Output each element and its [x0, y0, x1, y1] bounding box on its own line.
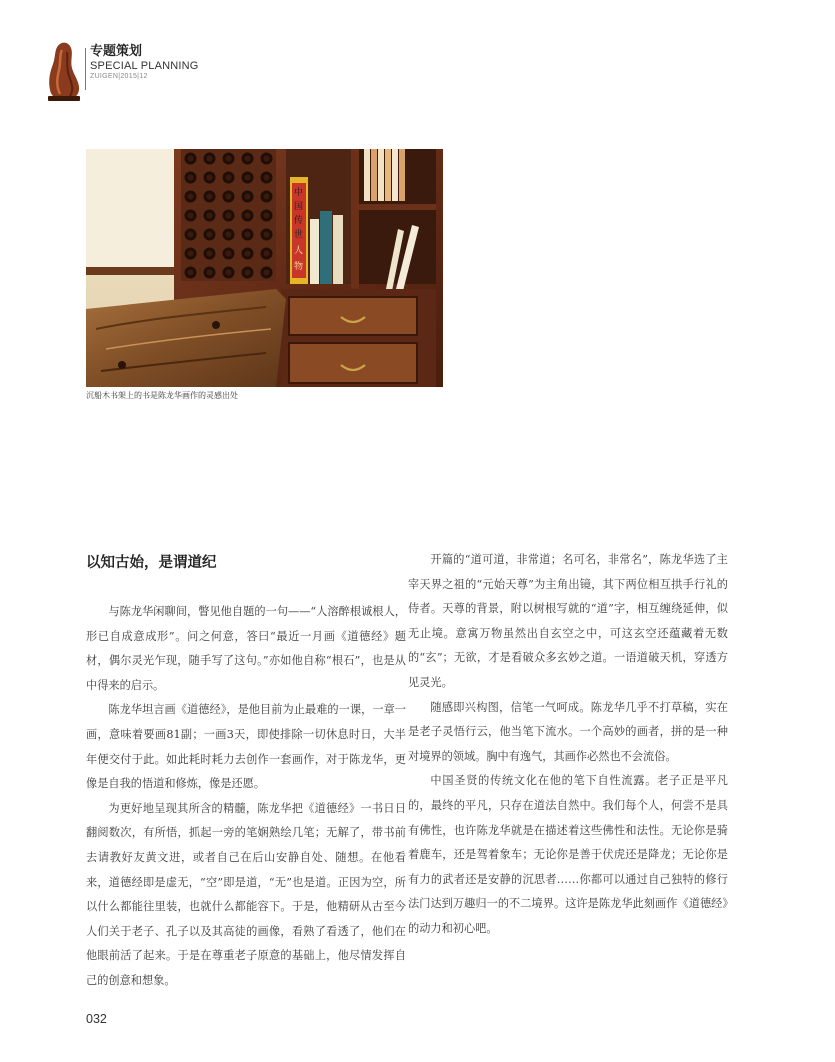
page-number: 032 [86, 1012, 107, 1026]
header-subtitle: ZUIGEN|2015|12 [90, 73, 148, 80]
bookshelf-photo [86, 149, 443, 387]
paragraph: 与陈龙华闲聊间，瞥见他自题的一句——“人溶醉根诚根人，形已自成意成形”。问之何意，答曰“最近一月画《道德经》题材，偶尔灵光乍现，随手写了这句。”亦如他自称“根石”，也是从中得来的启示。 [86, 605, 406, 692]
article-left-column [86, 548, 406, 994]
article-right-column [408, 548, 728, 942]
header-title-cn: 专题策划 [90, 44, 143, 59]
photo-caption: 沉船木书架上的书是陈龙华画作的灵感出处 [86, 391, 238, 400]
paragraph: 开篇的“道可道，非常道；名可名，非常名”，陈龙华选了主宰天界之祖的“元始天尊”为主角出镜，其下两位相互拱手行礼的侍者。天尊的背景，附以树根写就的“道”字，相互缠绕延伸，似无止境。意寓万物虽然出自玄空之中，可这玄空还蕴藏着无数的“玄”；无欲，才是看破众多玄妙之道。一语道破天机，穿透方见灵光。 [408, 553, 728, 689]
header-text [90, 44, 310, 81]
paragraph: 中国圣贤的传统文化在他的笔下自性流露。老子正是平凡的，最终的平凡，只存在道法自然中。我们每个人，何尝不是具有佛性，也许陈龙华就是在描述着这些佛性和法性。无论你是骑着鹿车，还是驾着象车；无论你是善于伏虎还是降龙；无论你是有力的武者还是安静的沉思者……你都可以通过自己独特的修行法门达到万趣归一的不二境界。这许是陈龙华此刻画作《道德经》的动力和初心吧。 [408, 774, 728, 935]
root-sculpture-logo-icon [44, 40, 84, 102]
header-title-en: SPECIAL PLANNING [90, 60, 199, 72]
header-divider [85, 48, 86, 90]
paragraph: 陈龙华坦言画《道德经》，是他目前为止最难的一课，一章一画，意味着要画81副；一画3天，即使排除一切休息时日，大半年便交付于此。如此耗时耗力去创作一套画作，对于陈龙华，更像是自我的悟道和修炼，像是还愿。 [86, 703, 406, 791]
paragraph: 为更好地呈现其所含的精髓，陈龙华把《道德经》一书日日翻阅数次，有所悟，抓起一旁的笔娴熟绘几笔；无解了，带书前去请教好友黄文进，或者自己在后山安静自处、随想。在他看来，道德经即是虚无，“空”即是道，“无”也是道。正因为空，所以什么都能往里装，也就什么都能容下。于是，他精研从古至今人们关于老子、孔子以及其高徒的画像，看熟了看透了，他们在他眼前活了起来。于是在尊重老子原意的基础上，他尽情发挥自己的创意和想象。 [86, 801, 406, 987]
svg-text:物: 物 [294, 262, 304, 272]
svg-text:人: 人 [294, 246, 304, 256]
svg-text:中: 中 [294, 188, 304, 198]
svg-text:国: 国 [294, 202, 304, 212]
svg-text:世: 世 [294, 230, 304, 240]
article-title: 以知古始，是谓道纪 [86, 555, 217, 571]
paragraph: 随感即兴构图，信笔一气呵成。陈龙华几乎不打草稿，实在是老子灵悟行云，他当笔下流水。一个高妙的画者，拼的是一种对境界的领域。胸中有逸气，其画作必然也不会流俗。 [408, 700, 728, 763]
svg-text:传: 传 [294, 216, 304, 226]
